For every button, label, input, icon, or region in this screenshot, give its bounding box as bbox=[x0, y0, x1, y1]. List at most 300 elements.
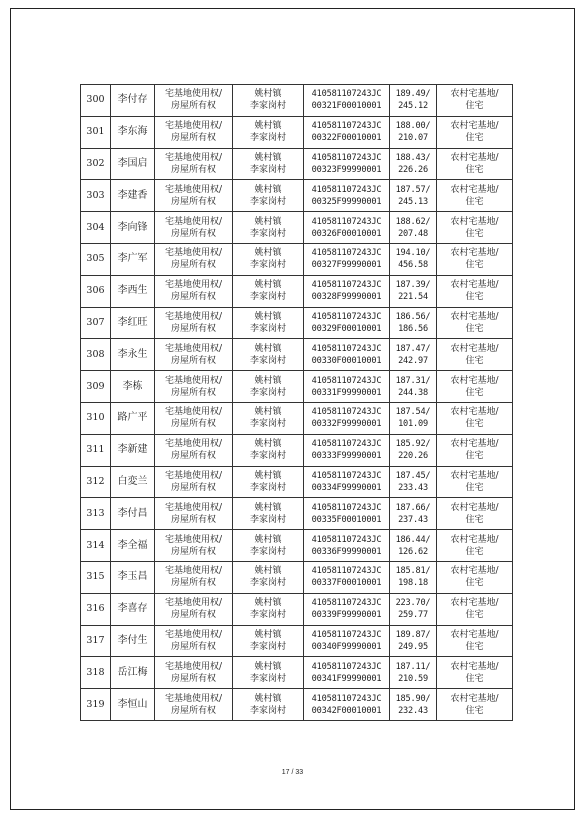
table-row bbox=[81, 85, 513, 117]
cell-owner-name: 李永生 bbox=[111, 339, 155, 371]
cell-location-line: 李家岗村 bbox=[249, 419, 286, 430]
cell-usage-line: 住宅 bbox=[465, 323, 484, 334]
table-row bbox=[81, 307, 513, 339]
cell-usage-line: 住宅 bbox=[465, 196, 484, 207]
cell-unit-code-line: 00334F99990001 bbox=[311, 482, 382, 493]
cell-unit-code bbox=[304, 561, 390, 593]
cell-area bbox=[390, 212, 437, 244]
cell-unit-code-line: 410581107243JC bbox=[311, 502, 382, 513]
cell-area bbox=[390, 657, 437, 689]
cell-area-line: 187.45/ bbox=[395, 470, 431, 481]
cell-area bbox=[390, 85, 437, 117]
table-row bbox=[81, 371, 513, 403]
cell-number: 315 bbox=[81, 561, 111, 593]
cell-location-line: 姚村镇 bbox=[254, 629, 282, 640]
cell-unit-code-line: 00342F00010001 bbox=[311, 705, 382, 716]
cell-area-line: 232.43 bbox=[398, 705, 428, 716]
cell-location-line: 李家岗村 bbox=[249, 482, 286, 493]
cell-right-type-line: 房屋所有权 bbox=[170, 641, 216, 652]
cell-location-line: 姚村镇 bbox=[254, 534, 282, 545]
cell-unit-code-line: 410581107243JC bbox=[311, 534, 382, 545]
cell-location-line: 李家岗村 bbox=[249, 705, 286, 716]
table-row bbox=[81, 116, 513, 148]
cell-area-line: 187.39/ bbox=[395, 280, 431, 291]
cell-location bbox=[233, 625, 304, 657]
cell-location-line: 李家岗村 bbox=[249, 196, 286, 207]
cell-right-type-line: 宅基地使用权/ bbox=[164, 216, 223, 227]
table-body bbox=[81, 85, 513, 721]
cell-unit-code-line: 410581107243JC bbox=[311, 152, 382, 163]
cell-unit-code-line: 410581107243JC bbox=[311, 693, 382, 704]
cell-area bbox=[390, 466, 437, 498]
cell-location bbox=[233, 243, 304, 275]
cell-usage-line: 农村宅基地/ bbox=[450, 502, 499, 513]
cell-right-type-line: 房屋所有权 bbox=[170, 260, 216, 271]
cell-unit-code bbox=[304, 307, 390, 339]
cell-right-type bbox=[155, 530, 233, 562]
cell-right-type-line: 房屋所有权 bbox=[170, 133, 216, 144]
cell-unit-code bbox=[304, 116, 390, 148]
cell-right-type bbox=[155, 561, 233, 593]
cell-number: 301 bbox=[81, 116, 111, 148]
cell-area-line: 187.66/ bbox=[395, 502, 431, 513]
cell-unit-code-line: 00339F99990001 bbox=[311, 610, 382, 621]
cell-right-type-line: 房屋所有权 bbox=[170, 164, 216, 175]
cell-unit-code-line: 410581107243JC bbox=[311, 216, 382, 227]
cell-usage-line: 住宅 bbox=[465, 482, 484, 493]
cell-unit-code-line: 00321F00010001 bbox=[311, 101, 382, 112]
cell-usage-line: 住宅 bbox=[465, 514, 484, 525]
cell-location-line: 李家岗村 bbox=[249, 514, 286, 525]
cell-area-line: 221.54 bbox=[398, 292, 428, 303]
cell-location bbox=[233, 212, 304, 244]
cell-unit-code-line: 410581107243JC bbox=[311, 470, 382, 481]
cell-unit-code-line: 00331F99990001 bbox=[311, 387, 382, 398]
cell-unit-code-line: 00329F00010001 bbox=[311, 323, 382, 334]
cell-usage-line: 住宅 bbox=[465, 164, 484, 175]
cell-number: 310 bbox=[81, 402, 111, 434]
cell-area-line: 220.26 bbox=[398, 451, 428, 462]
cell-owner-name: 李国启 bbox=[111, 148, 155, 180]
cell-unit-code-line: 00332F99990001 bbox=[311, 419, 382, 430]
cell-owner-name: 李玉昌 bbox=[111, 561, 155, 593]
cell-usage-line: 农村宅基地/ bbox=[450, 629, 499, 640]
cell-area-line: 249.95 bbox=[398, 641, 428, 652]
cell-right-type bbox=[155, 466, 233, 498]
cell-owner-name: 李全福 bbox=[111, 530, 155, 562]
cell-right-type-line: 房屋所有权 bbox=[170, 355, 216, 366]
cell-usage-line: 农村宅基地/ bbox=[450, 598, 499, 609]
cell-usage-line: 农村宅基地/ bbox=[450, 216, 499, 227]
cell-area-line: 259.77 bbox=[398, 610, 428, 621]
cell-unit-code-line: 00337F00010001 bbox=[311, 578, 382, 589]
cell-owner-name: 李付昌 bbox=[111, 498, 155, 530]
cell-owner-name: 李东海 bbox=[111, 116, 155, 148]
cell-unit-code-line: 410581107243JC bbox=[311, 407, 382, 418]
cell-usage-line: 住宅 bbox=[465, 673, 484, 684]
cell-number: 306 bbox=[81, 275, 111, 307]
cell-right-type-line: 宅基地使用权/ bbox=[164, 311, 223, 322]
cell-unit-code bbox=[304, 498, 390, 530]
cell-area-line: 187.11/ bbox=[395, 661, 431, 672]
cell-area-line: 187.54/ bbox=[395, 407, 431, 418]
cell-usage-line: 农村宅基地/ bbox=[450, 280, 499, 291]
cell-unit-code-line: 410581107243JC bbox=[311, 439, 382, 450]
cell-usage-line: 农村宅基地/ bbox=[450, 534, 499, 545]
cell-right-type bbox=[155, 689, 233, 721]
cell-owner-name: 李喜存 bbox=[111, 593, 155, 625]
cell-right-type-line: 宅基地使用权/ bbox=[164, 343, 223, 354]
cell-usage-line: 住宅 bbox=[465, 133, 484, 144]
cell-owner-name: 李西生 bbox=[111, 275, 155, 307]
cell-usage-line: 住宅 bbox=[465, 546, 484, 557]
cell-location-line: 姚村镇 bbox=[254, 89, 282, 100]
cell-area-line: 186.56/ bbox=[395, 311, 431, 322]
cell-location-line: 姚村镇 bbox=[254, 598, 282, 609]
cell-area-line: 194.10/ bbox=[395, 248, 431, 259]
cell-unit-code-line: 410581107243JC bbox=[311, 343, 382, 354]
cell-owner-name: 李广军 bbox=[111, 243, 155, 275]
cell-area-line: 187.57/ bbox=[395, 184, 431, 195]
table-row bbox=[81, 339, 513, 371]
cell-usage-line: 住宅 bbox=[465, 578, 484, 589]
cell-owner-name: 李付生 bbox=[111, 625, 155, 657]
cell-location-line: 姚村镇 bbox=[254, 184, 282, 195]
cell-location bbox=[233, 689, 304, 721]
cell-location-line: 李家岗村 bbox=[249, 292, 286, 303]
cell-area-line: 189.49/ bbox=[395, 89, 431, 100]
cell-right-type-line: 宅基地使用权/ bbox=[164, 280, 223, 291]
cell-usage bbox=[437, 561, 513, 593]
cell-usage bbox=[437, 116, 513, 148]
page-number: 17 / 33 bbox=[281, 769, 304, 776]
cell-location-line: 李家岗村 bbox=[249, 323, 286, 334]
cell-usage-line: 农村宅基地/ bbox=[450, 248, 499, 259]
cell-right-type-line: 宅基地使用权/ bbox=[164, 566, 223, 577]
cell-area-line: 244.38 bbox=[398, 387, 428, 398]
cell-usage-line: 住宅 bbox=[465, 228, 484, 239]
cell-unit-code-line: 00336F99990001 bbox=[311, 546, 382, 557]
cell-area bbox=[390, 561, 437, 593]
cell-usage-line: 农村宅基地/ bbox=[450, 184, 499, 195]
cell-area-line: 223.70/ bbox=[395, 598, 431, 609]
cell-location-line: 姚村镇 bbox=[254, 566, 282, 577]
cell-area-line: 210.59 bbox=[398, 673, 428, 684]
cell-usage bbox=[437, 371, 513, 403]
cell-location-line: 李家岗村 bbox=[249, 578, 286, 589]
cell-right-type-line: 房屋所有权 bbox=[170, 196, 216, 207]
cell-area-line: 188.62/ bbox=[395, 216, 431, 227]
cell-number: 318 bbox=[81, 657, 111, 689]
cell-usage-line: 农村宅基地/ bbox=[450, 661, 499, 672]
cell-location bbox=[233, 530, 304, 562]
cell-unit-code-line: 410581107243JC bbox=[311, 89, 382, 100]
table-row bbox=[81, 212, 513, 244]
cell-usage-line: 住宅 bbox=[465, 451, 484, 462]
cell-location bbox=[233, 593, 304, 625]
cell-unit-code bbox=[304, 593, 390, 625]
cell-right-type-line: 房屋所有权 bbox=[170, 578, 216, 589]
cell-right-type-line: 房屋所有权 bbox=[170, 705, 216, 716]
cell-unit-code bbox=[304, 434, 390, 466]
cell-unit-code-line: 00333F99990001 bbox=[311, 451, 382, 462]
cell-right-type-line: 宅基地使用权/ bbox=[164, 470, 223, 481]
cell-usage bbox=[437, 180, 513, 212]
cell-right-type-line: 宅基地使用权/ bbox=[164, 661, 223, 672]
cell-right-type-line: 宅基地使用权/ bbox=[164, 693, 223, 704]
cell-location-line: 姚村镇 bbox=[254, 407, 282, 418]
cell-right-type-line: 宅基地使用权/ bbox=[164, 534, 223, 545]
cell-usage bbox=[437, 307, 513, 339]
cell-unit-code bbox=[304, 339, 390, 371]
cell-unit-code bbox=[304, 180, 390, 212]
cell-right-type bbox=[155, 657, 233, 689]
cell-area-line: 207.48 bbox=[398, 228, 428, 239]
cell-location-line: 姚村镇 bbox=[254, 311, 282, 322]
cell-right-type-line: 宅基地使用权/ bbox=[164, 184, 223, 195]
cell-area bbox=[390, 689, 437, 721]
cell-usage bbox=[437, 530, 513, 562]
cell-area bbox=[390, 307, 437, 339]
cell-location-line: 李家岗村 bbox=[249, 387, 286, 398]
cell-area-line: 188.43/ bbox=[395, 152, 431, 163]
cell-usage bbox=[437, 275, 513, 307]
cell-usage-line: 住宅 bbox=[465, 387, 484, 398]
cell-area-line: 186.44/ bbox=[395, 534, 431, 545]
cell-usage-line: 住宅 bbox=[465, 641, 484, 652]
cell-location bbox=[233, 402, 304, 434]
cell-unit-code-line: 410581107243JC bbox=[311, 661, 382, 672]
cell-location bbox=[233, 85, 304, 117]
cell-location-line: 李家岗村 bbox=[249, 355, 286, 366]
cell-owner-name: 李栋 bbox=[111, 371, 155, 403]
cell-usage-line: 农村宅基地/ bbox=[450, 439, 499, 450]
cell-area bbox=[390, 116, 437, 148]
cell-right-type-line: 房屋所有权 bbox=[170, 419, 216, 430]
cell-right-type-line: 房屋所有权 bbox=[170, 387, 216, 398]
cell-area-line: 187.47/ bbox=[395, 343, 431, 354]
cell-right-type-line: 宅基地使用权/ bbox=[164, 152, 223, 163]
cell-usage-line: 农村宅基地/ bbox=[450, 470, 499, 481]
cell-usage-line: 农村宅基地/ bbox=[450, 89, 499, 100]
cell-usage-line: 农村宅基地/ bbox=[450, 375, 499, 386]
cell-area-line: 456.58 bbox=[398, 260, 428, 271]
cell-unit-code bbox=[304, 466, 390, 498]
cell-unit-code-line: 00340F99990001 bbox=[311, 641, 382, 652]
cell-number: 300 bbox=[81, 85, 111, 117]
cell-unit-code-line: 410581107243JC bbox=[311, 629, 382, 640]
cell-right-type bbox=[155, 85, 233, 117]
cell-location-line: 李家岗村 bbox=[249, 610, 286, 621]
cell-right-type-line: 房屋所有权 bbox=[170, 228, 216, 239]
cell-number: 312 bbox=[81, 466, 111, 498]
cell-area-line: 186.56 bbox=[398, 323, 428, 334]
cell-location bbox=[233, 180, 304, 212]
cell-location-line: 李家岗村 bbox=[249, 164, 286, 175]
cell-right-type-line: 宅基地使用权/ bbox=[164, 407, 223, 418]
cell-unit-code bbox=[304, 148, 390, 180]
cell-unit-code bbox=[304, 275, 390, 307]
cell-right-type bbox=[155, 402, 233, 434]
cell-location bbox=[233, 561, 304, 593]
cell-usage-line: 住宅 bbox=[465, 260, 484, 271]
cell-location bbox=[233, 307, 304, 339]
cell-usage bbox=[437, 466, 513, 498]
cell-area-line: 189.87/ bbox=[395, 629, 431, 640]
cell-right-type-line: 房屋所有权 bbox=[170, 514, 216, 525]
cell-right-type-line: 房屋所有权 bbox=[170, 482, 216, 493]
cell-unit-code-line: 410581107243JC bbox=[311, 566, 382, 577]
cell-number: 304 bbox=[81, 212, 111, 244]
cell-number: 317 bbox=[81, 625, 111, 657]
cell-right-type-line: 宅基地使用权/ bbox=[164, 121, 223, 132]
cell-area bbox=[390, 275, 437, 307]
cell-location-line: 李家岗村 bbox=[249, 133, 286, 144]
cell-area-line: 233.43 bbox=[398, 482, 428, 493]
cell-area-line: 237.43 bbox=[398, 514, 428, 525]
cell-unit-code-line: 00327F99990001 bbox=[311, 260, 382, 271]
cell-area bbox=[390, 339, 437, 371]
cell-usage-line: 住宅 bbox=[465, 292, 484, 303]
cell-area bbox=[390, 593, 437, 625]
cell-right-type-line: 宅基地使用权/ bbox=[164, 502, 223, 513]
cell-unit-code-line: 00323F99990001 bbox=[311, 164, 382, 175]
cell-number: 305 bbox=[81, 243, 111, 275]
cell-area-line: 185.81/ bbox=[395, 566, 431, 577]
cell-unit-code-line: 410581107243JC bbox=[311, 248, 382, 259]
cell-usage-line: 农村宅基地/ bbox=[450, 407, 499, 418]
cell-owner-name: 李付存 bbox=[111, 85, 155, 117]
cell-usage-line: 农村宅基地/ bbox=[450, 566, 499, 577]
cell-number: 314 bbox=[81, 530, 111, 562]
cell-unit-code bbox=[304, 402, 390, 434]
cell-area bbox=[390, 180, 437, 212]
cell-location-line: 李家岗村 bbox=[249, 228, 286, 239]
cell-right-type bbox=[155, 339, 233, 371]
table-row bbox=[81, 625, 513, 657]
cell-right-type bbox=[155, 434, 233, 466]
cell-usage-line: 农村宅基地/ bbox=[450, 311, 499, 322]
cell-location-line: 姚村镇 bbox=[254, 375, 282, 386]
cell-unit-code-line: 00322F00010001 bbox=[311, 133, 382, 144]
cell-usage-line: 农村宅基地/ bbox=[450, 693, 499, 704]
cell-location bbox=[233, 339, 304, 371]
cell-location-line: 姚村镇 bbox=[254, 502, 282, 513]
cell-right-type bbox=[155, 275, 233, 307]
cell-number: 316 bbox=[81, 593, 111, 625]
cell-right-type bbox=[155, 148, 233, 180]
cell-area bbox=[390, 625, 437, 657]
cell-owner-name: 李新建 bbox=[111, 434, 155, 466]
cell-right-type bbox=[155, 212, 233, 244]
cell-unit-code bbox=[304, 530, 390, 562]
cell-area-line: 185.90/ bbox=[395, 693, 431, 704]
cell-owner-name: 李建香 bbox=[111, 180, 155, 212]
cell-area-line: 188.00/ bbox=[395, 121, 431, 132]
cell-number: 309 bbox=[81, 371, 111, 403]
cell-location-line: 姚村镇 bbox=[254, 152, 282, 163]
table-row bbox=[81, 657, 513, 689]
cell-location-line: 姚村镇 bbox=[254, 280, 282, 291]
cell-right-type-line: 宅基地使用权/ bbox=[164, 598, 223, 609]
table-row bbox=[81, 180, 513, 212]
cell-unit-code bbox=[304, 243, 390, 275]
table-row bbox=[81, 530, 513, 562]
cell-location-line: 李家岗村 bbox=[249, 673, 286, 684]
cell-location-line: 姚村镇 bbox=[254, 248, 282, 259]
table-row bbox=[81, 498, 513, 530]
cell-unit-code-line: 410581107243JC bbox=[311, 121, 382, 132]
cell-location bbox=[233, 466, 304, 498]
cell-owner-name: 李红旺 bbox=[111, 307, 155, 339]
cell-number: 311 bbox=[81, 434, 111, 466]
cell-location bbox=[233, 148, 304, 180]
cell-location-line: 李家岗村 bbox=[249, 546, 286, 557]
cell-right-type-line: 房屋所有权 bbox=[170, 323, 216, 334]
cell-right-type-line: 房屋所有权 bbox=[170, 101, 216, 112]
cell-usage bbox=[437, 498, 513, 530]
cell-unit-code-line: 00341F99990001 bbox=[311, 673, 382, 684]
cell-usage bbox=[437, 85, 513, 117]
cell-location-line: 姚村镇 bbox=[254, 121, 282, 132]
cell-unit-code bbox=[304, 657, 390, 689]
cell-usage bbox=[437, 689, 513, 721]
table-row bbox=[81, 689, 513, 721]
cell-right-type bbox=[155, 180, 233, 212]
cell-area-line: 210.07 bbox=[398, 133, 428, 144]
cell-owner-name: 岳江梅 bbox=[111, 657, 155, 689]
cell-location-line: 李家岗村 bbox=[249, 451, 286, 462]
cell-right-type bbox=[155, 498, 233, 530]
cell-usage bbox=[437, 625, 513, 657]
cell-right-type bbox=[155, 116, 233, 148]
cell-usage-line: 住宅 bbox=[465, 101, 484, 112]
table-row bbox=[81, 402, 513, 434]
cell-usage bbox=[437, 657, 513, 689]
cell-unit-code-line: 410581107243JC bbox=[311, 280, 382, 291]
cell-location-line: 李家岗村 bbox=[249, 641, 286, 652]
cell-owner-name: 路广平 bbox=[111, 402, 155, 434]
cell-area-line: 245.12 bbox=[398, 101, 428, 112]
property-registration-table bbox=[80, 84, 513, 721]
cell-unit-code bbox=[304, 212, 390, 244]
cell-unit-code bbox=[304, 371, 390, 403]
cell-right-type bbox=[155, 593, 233, 625]
cell-right-type bbox=[155, 625, 233, 657]
cell-owner-name: 白変兰 bbox=[111, 466, 155, 498]
cell-area bbox=[390, 530, 437, 562]
cell-location-line: 姚村镇 bbox=[254, 470, 282, 481]
cell-unit-code bbox=[304, 689, 390, 721]
cell-location-line: 姚村镇 bbox=[254, 439, 282, 450]
table-row bbox=[81, 275, 513, 307]
cell-number: 313 bbox=[81, 498, 111, 530]
table-row bbox=[81, 561, 513, 593]
cell-location-line: 姚村镇 bbox=[254, 343, 282, 354]
table-row bbox=[81, 593, 513, 625]
cell-number: 302 bbox=[81, 148, 111, 180]
cell-right-type-line: 宅基地使用权/ bbox=[164, 439, 223, 450]
cell-area-line: 198.18 bbox=[398, 578, 428, 589]
cell-usage-line: 农村宅基地/ bbox=[450, 343, 499, 354]
cell-area-line: 185.92/ bbox=[395, 439, 431, 450]
cell-unit-code-line: 00326F00010001 bbox=[311, 228, 382, 239]
cell-area-line: 187.31/ bbox=[395, 375, 431, 386]
cell-location bbox=[233, 434, 304, 466]
cell-usage-line: 农村宅基地/ bbox=[450, 121, 499, 132]
cell-usage-line: 住宅 bbox=[465, 705, 484, 716]
cell-location-line: 姚村镇 bbox=[254, 661, 282, 672]
